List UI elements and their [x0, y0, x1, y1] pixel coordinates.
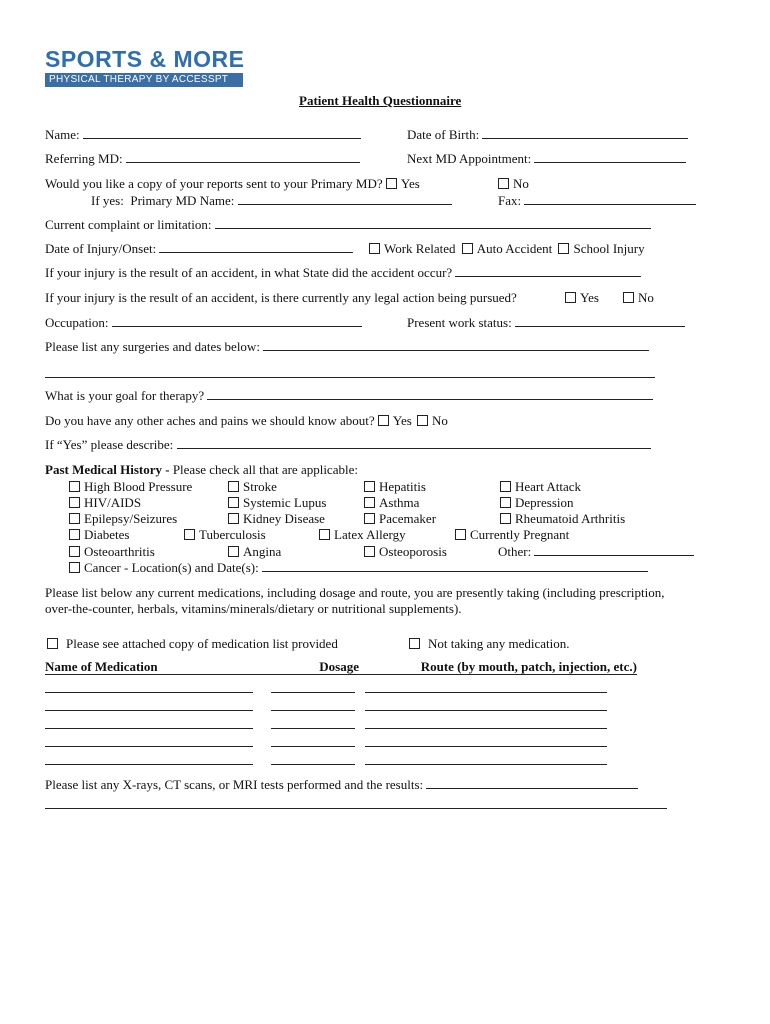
history-ra [500, 511, 625, 527]
oa-label: Osteoarthritis [84, 544, 155, 559]
history-angina [228, 544, 281, 560]
lupus-checkbox[interactable] [228, 497, 239, 508]
med-dosage-field[interactable] [271, 699, 355, 711]
injury-date-row [45, 241, 353, 257]
med-none-option [409, 636, 570, 652]
history-other [498, 544, 694, 560]
name-row [45, 127, 361, 143]
med-dosage-field[interactable] [271, 681, 355, 693]
aches-no-label: No [432, 413, 448, 428]
table-row [45, 753, 607, 769]
logo-brand-top: SPORTS & MORE [45, 46, 245, 72]
table-row [45, 681, 607, 697]
occupation-label: Occupation: [45, 315, 109, 330]
legal-yes-option [565, 290, 599, 306]
surgeries-field-2[interactable] [45, 366, 655, 378]
history-lupus [228, 495, 326, 511]
page-title: Patient Health Questionnaire [299, 93, 462, 108]
fax-field[interactable] [524, 193, 696, 205]
name-field[interactable] [83, 127, 361, 139]
stroke-label: Stroke [243, 479, 277, 494]
dob-row [407, 127, 688, 143]
col-dosage: Dosage [307, 660, 359, 675]
epilepsy-label: Epilepsy/Seizures [84, 511, 178, 526]
pacemaker-label: Pacemaker [379, 511, 437, 526]
med-attached-label: Please see attached copy of medication list provided [66, 636, 338, 651]
injury-type-options [369, 241, 645, 257]
other-label: Other: [498, 544, 532, 559]
accident-state-row [45, 265, 641, 281]
pacemaker-checkbox[interactable] [364, 513, 375, 524]
work-related-checkbox[interactable] [369, 243, 380, 254]
imaging-field-2[interactable] [45, 797, 667, 809]
history-kidney [228, 511, 325, 527]
describe-label: If “Yes” please describe: [45, 437, 174, 452]
epilepsy-checkbox[interactable] [69, 513, 80, 524]
copy-no-option [498, 176, 529, 192]
history-epilepsy [69, 511, 177, 527]
stroke-checkbox[interactable] [228, 481, 239, 492]
history-pregnant [455, 527, 569, 543]
complaint-row [45, 217, 651, 233]
angina-label: Angina [243, 544, 282, 559]
referring-md-row [45, 151, 360, 167]
work-status-field[interactable] [515, 315, 685, 327]
ra-label: Rheumatoid Arthritis [515, 511, 626, 526]
aches-yes-label: Yes [392, 413, 412, 428]
medications-intro-1: Please list below any current medications, including dosage and route, you are presently taking (including prescription, [45, 585, 665, 600]
fax-label: Fax: [498, 193, 522, 208]
logo-brand-bar: PHYSICAL THERAPY BY ACCESSPT [45, 73, 243, 87]
hepatitis-label: Hepatitis [379, 479, 426, 494]
aches-label: Do you have any other aches and pains we should know about? [45, 413, 375, 428]
history-asthma [364, 495, 419, 511]
table-row [45, 717, 607, 733]
aches-row [45, 413, 448, 429]
copy-reports-label: Would you like a copy of your reports sent to your Primary MD? [45, 176, 383, 191]
med-route-field[interactable] [365, 753, 607, 765]
history-stroke [228, 479, 277, 495]
school-injury-label: School Injury [573, 241, 645, 256]
med-dosage-field[interactable] [271, 717, 355, 729]
col-route: Route (by mouth, patch, injection, etc.) [359, 660, 637, 675]
legal-action-label: If your injury is the result of an accident, is there currently any legal action being pursued? [45, 290, 517, 305]
next-md-field[interactable] [534, 151, 686, 163]
legal-no-checkbox[interactable] [623, 292, 634, 303]
kidney-label: Kidney Disease [243, 511, 325, 526]
copy-reports-question [45, 176, 420, 192]
history-heart-attack [500, 479, 581, 495]
goal-field[interactable] [207, 388, 653, 400]
referring-md-field[interactable] [126, 151, 360, 163]
history-latex [319, 527, 406, 543]
accident-state-field[interactable] [455, 265, 641, 277]
tb-label: Tuberculosis [199, 527, 266, 542]
depression-label: Depression [515, 495, 574, 510]
med-none-label: Not taking any medication. [428, 636, 570, 651]
next-md-label: Next MD Appointment: [407, 151, 532, 166]
osteoporosis-label: Osteoporosis [379, 544, 447, 559]
hiv-checkbox[interactable] [69, 497, 80, 508]
primary-md-label: Primary MD Name: [130, 193, 235, 208]
table-row [45, 735, 607, 751]
hepatitis-checkbox[interactable] [364, 481, 375, 492]
copy-no-checkbox[interactable] [498, 178, 509, 189]
med-attached-option [47, 636, 338, 652]
ra-checkbox[interactable] [500, 513, 511, 524]
latex-label: Latex Allergy [334, 527, 406, 542]
aches-yes-checkbox[interactable] [378, 415, 389, 426]
aches-no-checkbox[interactable] [417, 415, 428, 426]
history-depression [500, 495, 574, 511]
tb-checkbox[interactable] [184, 529, 195, 540]
asthma-checkbox[interactable] [364, 497, 375, 508]
history-hepatitis [364, 479, 426, 495]
fax-row [498, 193, 696, 209]
injury-date-field[interactable] [159, 241, 353, 253]
surgeries-label: Please list any surgeries and dates below: [45, 339, 260, 354]
school-injury-checkbox[interactable] [558, 243, 569, 254]
cancer-label: Cancer - Location(s) and Date(s): [84, 560, 259, 575]
osteoporosis-checkbox[interactable] [364, 546, 375, 557]
latex-checkbox[interactable] [319, 529, 330, 540]
med-attached-checkbox[interactable] [47, 638, 58, 649]
history-tb [184, 527, 266, 543]
if-yes-label: If yes: [91, 193, 124, 208]
heart-attack-checkbox[interactable] [500, 481, 511, 492]
history-cancer [69, 560, 648, 576]
name-label: Name: [45, 127, 80, 142]
history-instruction: Please check all that are applicable: [172, 462, 358, 477]
med-route-field[interactable] [365, 717, 607, 729]
history-heading: Past Medical History - [45, 462, 170, 477]
pregnant-checkbox[interactable] [455, 529, 466, 540]
history-diabetes [69, 527, 129, 543]
dob-label: Date of Birth: [407, 127, 480, 142]
occupation-field[interactable] [112, 315, 362, 327]
goal-label: What is your goal for therapy? [45, 388, 205, 403]
copy-no-label: No [513, 176, 529, 191]
heart-attack-label: Heart Attack [515, 479, 582, 494]
table-row [45, 699, 607, 715]
legal-yes-checkbox[interactable] [565, 292, 576, 303]
primary-md-field[interactable] [238, 193, 452, 205]
med-none-checkbox[interactable] [409, 638, 420, 649]
cancer-field[interactable] [262, 560, 648, 572]
surgeries-field[interactable] [263, 339, 649, 351]
complaint-field[interactable] [215, 217, 651, 229]
auto-accident-checkbox[interactable] [462, 243, 473, 254]
history-hiv [69, 495, 141, 511]
complaint-label: Current complaint or limitation: [45, 217, 212, 232]
med-name-field[interactable] [45, 699, 253, 711]
angina-checkbox[interactable] [228, 546, 239, 557]
diabetes-checkbox[interactable] [69, 529, 80, 540]
cancer-checkbox[interactable] [69, 562, 80, 573]
asthma-label: Asthma [379, 495, 420, 510]
med-route-field[interactable] [365, 681, 607, 693]
imaging-label: Please list any X-rays, CT scans, or MRI tests performed and the results: [45, 777, 424, 792]
depression-checkbox[interactable] [500, 497, 511, 508]
med-route-field[interactable] [365, 735, 607, 747]
oa-checkbox[interactable] [69, 546, 80, 557]
surgeries-row-2 [45, 366, 655, 382]
dob-field[interactable] [482, 127, 688, 139]
col-medication-name: Name of Medication [45, 660, 307, 675]
med-dosage-field[interactable] [271, 735, 355, 747]
high-bp-label: High Blood Pressure [84, 479, 193, 494]
history-oa [69, 544, 155, 560]
legal-yes-label: Yes [580, 290, 599, 305]
diabetes-label: Diabetes [84, 527, 130, 542]
medications-intro-2: over-the-counter, herbals, vitamins/minerals/dietary or nutritional supplements). [45, 601, 462, 616]
imaging-field[interactable] [426, 777, 638, 789]
copy-yes-label: Yes [400, 176, 420, 191]
imaging-row-2 [45, 797, 667, 813]
copy-yes-checkbox[interactable] [386, 178, 397, 189]
med-name-field[interactable] [45, 735, 253, 747]
pregnant-label: Currently Pregnant [470, 527, 570, 542]
legal-no-option [623, 290, 654, 306]
describe-field[interactable] [177, 437, 651, 449]
describe-row [45, 437, 651, 453]
brand-logo [45, 48, 243, 92]
legal-no-label: No [638, 290, 654, 305]
auto-accident-label: Auto Accident [476, 241, 553, 256]
occupation-row [45, 315, 362, 331]
history-high-bp [69, 479, 192, 495]
surgeries-row [45, 339, 649, 355]
kidney-checkbox[interactable] [228, 513, 239, 524]
work-status-label: Present work status: [407, 315, 512, 330]
med-name-field[interactable] [45, 753, 253, 765]
injury-date-label: Date of Injury/Onset: [45, 241, 157, 256]
med-name-field[interactable] [45, 681, 253, 693]
med-dosage-field[interactable] [271, 753, 355, 765]
goal-row [45, 388, 653, 404]
lupus-label: Systemic Lupus [243, 495, 327, 510]
history-osteoporosis [364, 544, 447, 560]
history-heading-row [45, 462, 358, 478]
hiv-label: HIV/AIDS [84, 495, 142, 510]
other-field[interactable] [534, 544, 694, 556]
referring-md-label: Referring MD: [45, 151, 123, 166]
accident-state-label: If your injury is the result of an accident, in what State did the accident occur? [45, 265, 453, 280]
primary-md-row [91, 193, 452, 209]
next-md-row [407, 151, 686, 167]
work-status-row [407, 315, 685, 331]
work-related-label: Work Related [384, 241, 456, 256]
imaging-row [45, 777, 638, 793]
legal-action-row [45, 290, 517, 306]
med-name-field[interactable] [45, 717, 253, 729]
history-pacemaker [364, 511, 436, 527]
med-route-field[interactable] [365, 699, 607, 711]
high-bp-checkbox[interactable] [69, 481, 80, 492]
